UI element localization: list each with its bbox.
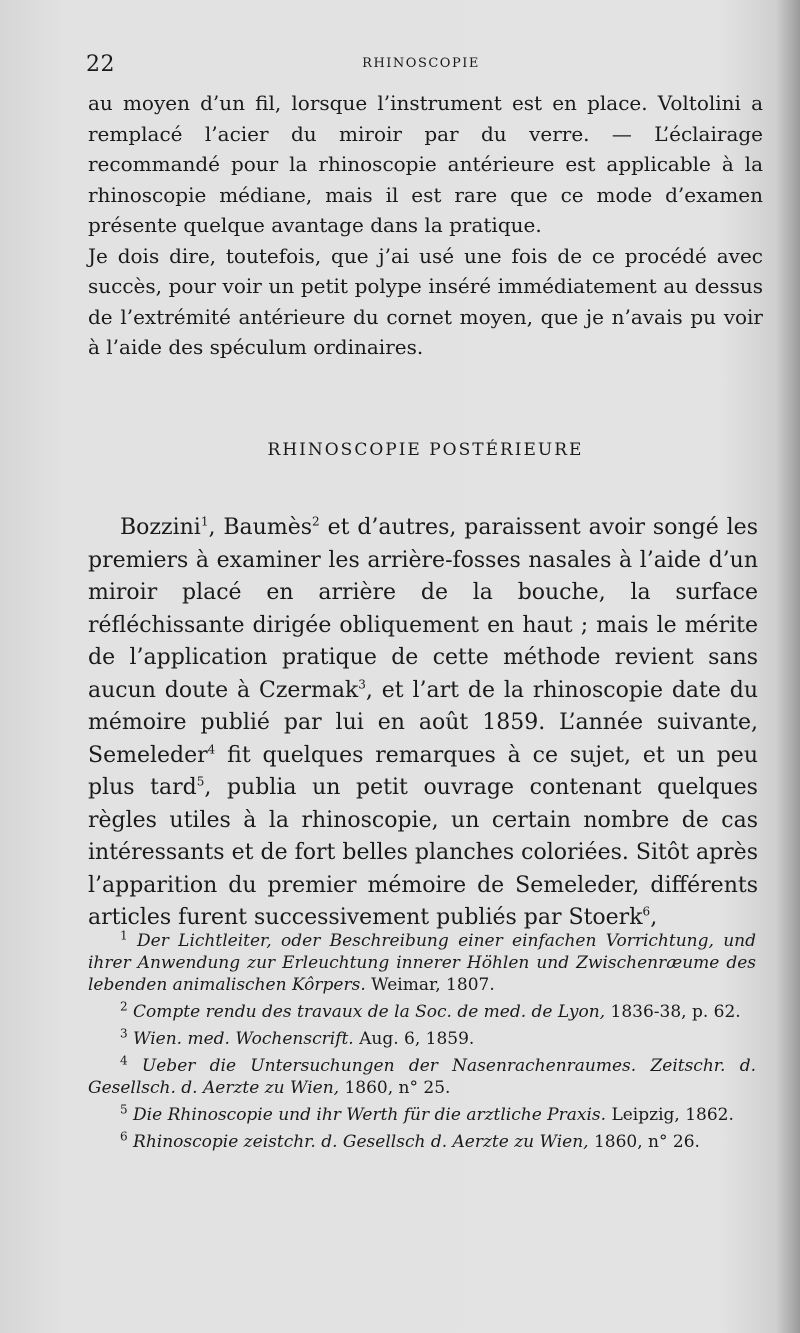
footnote-title: Wien. med. Wochenscrift. [133, 1029, 354, 1049]
footnote-title: Compte rendu des travaux de la Soc. de med. de Lyon, [133, 1002, 606, 1022]
text-run: et d’autres, paraissent avoir songé les premiers à examiner les arrière-fosses nasales à l’aide d’un miroir placé en arrière de la bouche, la surface réfléchissante dirigée obliquement en haut ; mais le mérite de l’application pratique de cette méthode revient sans aucun doute à Czermak [88, 515, 758, 703]
footnote-ref: 3 [358, 677, 366, 692]
footnote-title: Rhinoscopie zeistchr. d. Gesellsch d. Aerzte zu Wien, [133, 1132, 589, 1152]
footnote-mark: 4 [120, 1053, 128, 1068]
footnote-detail: 1836-38, p. 62. [605, 1002, 741, 1022]
footnote [88, 1104, 756, 1126]
footnote-ref: 2 [312, 514, 320, 529]
footnote [88, 1131, 756, 1153]
footnote-title: Der Lichtleiter, oder Beschreibung einer einfachen Vorrichtung, und ihrer Anwendung zur Erleuchtung innerer Höhlen und Zwischenræume des lebenden animalischen Kôrpers. [88, 931, 757, 995]
paragraph [88, 512, 758, 935]
intro-text [88, 88, 763, 363]
text-run: , [650, 905, 658, 930]
main-text [88, 512, 758, 935]
footnote [88, 1001, 756, 1023]
paragraph [88, 241, 763, 363]
footnote-detail: 1860, n° 25. [339, 1078, 451, 1098]
paragraph-text: Je dois dire, toutefois, que j’ai usé une fois de ce procédé avec succès, pour voir un petit polype inséré immédiatement au dessus de l’extrémité antérieure du cornet moyen, que je n’avais pu voir à l’aide des spéculum ordinaires. [88, 243, 763, 359]
footnote-detail: Weimar, 1807. [365, 975, 495, 995]
footnote-ref: 1 [200, 514, 209, 529]
footnote-detail: Leipzig, 1862. [606, 1105, 734, 1125]
footnote-title: Ueber die Untersuchungen der Nasenrachenraumes. Zeitschr. d. Gesellsch. d. Aerzte zu Wien, [88, 1056, 757, 1098]
footnote-detail: Aug. 6, 1859. [353, 1029, 475, 1049]
page-number: 22 [86, 52, 115, 77]
footnote [88, 930, 756, 996]
running-head: RHINOSCOPIE [362, 56, 480, 71]
section-heading: RHINOSCOPIE POSTÉRIEURE [267, 440, 584, 460]
page-header [86, 52, 756, 80]
footnote-ref: 5 [196, 774, 205, 789]
footnote-title: Die Rhinoscopie und ihr Werth für die arztliche Praxis. [133, 1105, 607, 1125]
footnote-mark: 5 [120, 1102, 128, 1117]
footnote [88, 1028, 756, 1050]
footnote-mark: 6 [120, 1129, 128, 1144]
footnote-mark: 1 [120, 928, 128, 943]
paragraph: au moyen d’un fil, lorsque l’instrument est en place. Voltolini a remplacé l’acier du miroir par du verre. — L’éclairage recommandé pour la rhinoscopie antérieure est applicable à la rhinoscopie médiane, mais il est rare que ce mode d’examen présente quelque avantage dans la pratique. [88, 91, 763, 237]
footnotes [88, 930, 756, 1158]
text-run: , publia un petit ouvrage contenant quelques règles utiles à la rhinoscopie, un certain nombre de cas intéressants et de fort belles planches coloriées. Sitôt après l’apparition du premier mémoire de Semeleder, différents articles furent successivement publiés par Stoerk [88, 775, 758, 930]
text-run: fit quelques remarques à ce sujet, et un peu plus tard [88, 742, 758, 800]
footnote-mark: 3 [120, 1026, 128, 1041]
footnote [88, 1055, 756, 1099]
footnote-ref: 6 [642, 904, 651, 919]
footnote-ref: 4 [207, 742, 216, 757]
footnote-detail: 1860, n° 26. [588, 1132, 700, 1152]
footnote-mark: 2 [120, 999, 128, 1014]
text-run: , et l’art de la rhinoscopie date du mémoire publié par lui en août 1859. L’année suivante, Semeleder [88, 677, 758, 768]
text-run: Bozzini [120, 515, 201, 540]
text-run: , Baumès [208, 515, 313, 540]
